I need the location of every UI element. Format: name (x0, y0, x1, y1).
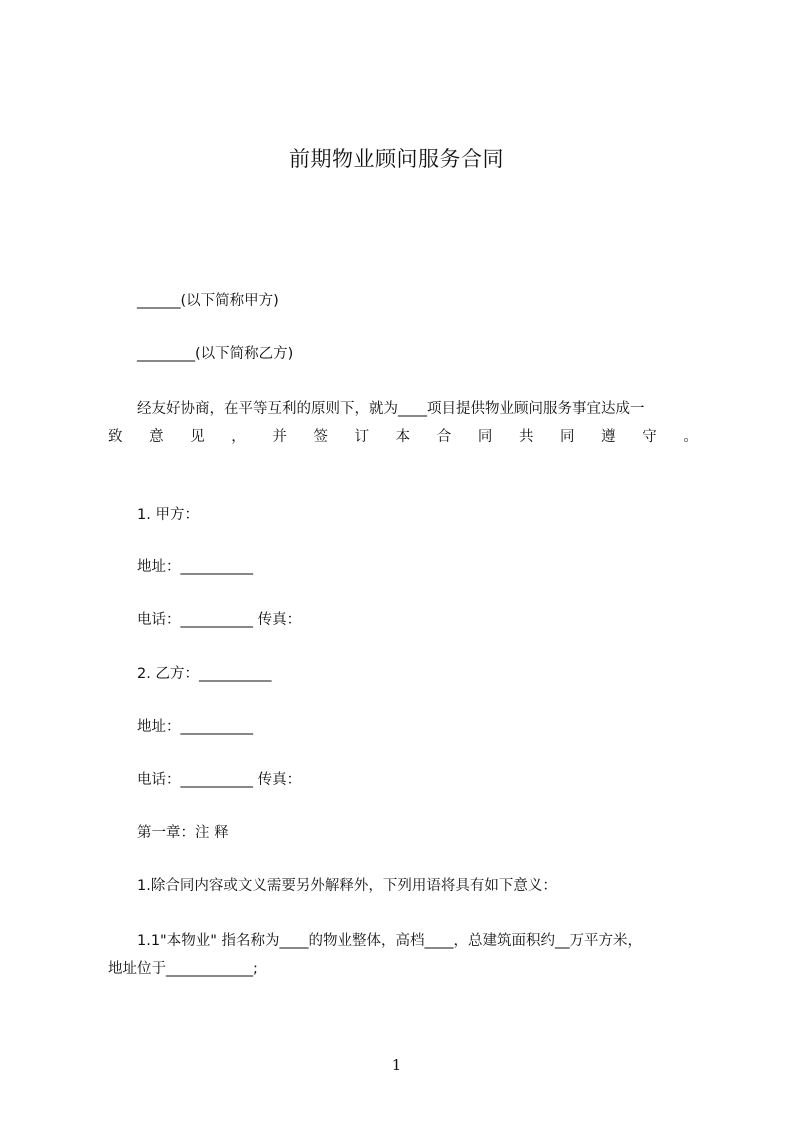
preamble-line-2 (108, 428, 698, 446)
preamble-char: 签 (313, 429, 328, 445)
chapter-1-heading: 第一章：注 释 (137, 825, 229, 841)
preamble-char: ， (231, 429, 246, 445)
clause-1: 1.除合同内容或文义需要另外解释外，下列用语将具有如下意义： (137, 878, 557, 894)
page-number: 1 (391, 1056, 402, 1074)
section-1-phone: 电话：__________ 传真： (137, 612, 302, 628)
section-2-party-b: 2. 乙方：__________ (137, 666, 272, 682)
preamble-char: 并 (272, 429, 287, 445)
clause-1-1-line-1: 1.1"本物业" 指名称为____的物业整体，高档____，总建筑面积约__万平方米， (137, 933, 643, 949)
section-1-address: 地址：__________ (137, 559, 253, 575)
party-b-intro: ________(以下简称乙方) (137, 346, 294, 362)
preamble-char: 致 (108, 429, 123, 445)
preamble-char: 合 (436, 429, 452, 445)
preamble-char: 同 (560, 429, 575, 445)
clause-1-1-line-2: 地址位于____________; (108, 961, 258, 977)
preamble-char: 遵 (601, 429, 616, 445)
preamble-char: 见 (190, 429, 205, 445)
preamble-line-1: 经友好协商，在平等互利的原则下，就为____项目提供物业顾问服务事宜达成一 (137, 401, 645, 417)
preamble-char: 共 (518, 429, 534, 445)
section-2-phone: 电话：__________ 传真： (137, 772, 302, 788)
party-a-intro: ______(以下简称甲方) (137, 293, 279, 309)
preamble-char: 本 (395, 429, 411, 445)
preamble-char: 。 (683, 429, 698, 445)
preamble-char: 意 (149, 429, 164, 445)
preamble-char: 订 (354, 429, 370, 445)
section-2-address: 地址：__________ (137, 719, 253, 735)
section-1-party-a: 1. 甲方： (137, 507, 199, 523)
document-title: 前期物业顾问服务合同 (289, 147, 504, 171)
preamble-char: 同 (477, 429, 493, 445)
preamble-char: 守 (642, 429, 657, 445)
